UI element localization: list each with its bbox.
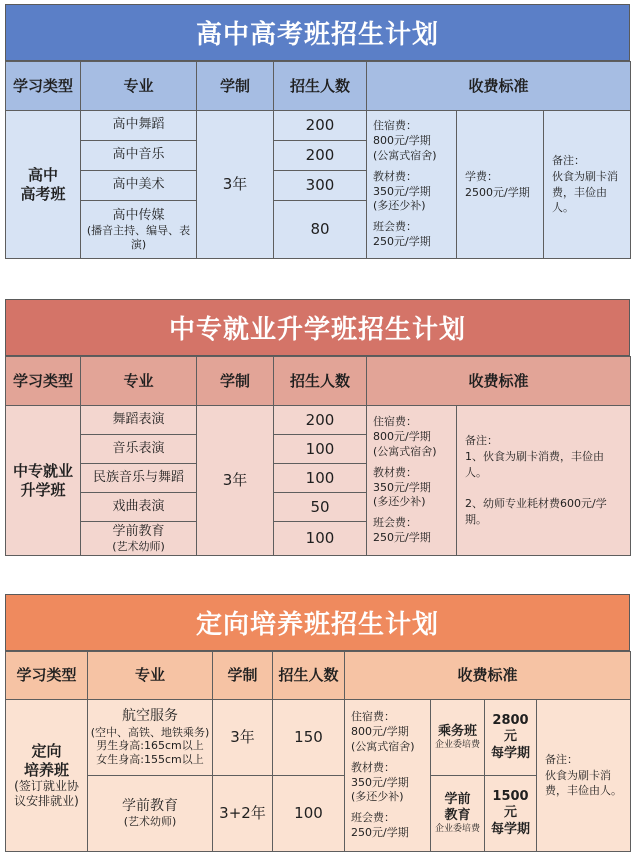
major-name: 学前教育 bbox=[122, 797, 178, 814]
enroll-count: 150 bbox=[273, 700, 345, 776]
major-cell bbox=[81, 522, 197, 556]
remark: 备注： 伙食为刷卡消费，丰俭由人。 bbox=[544, 111, 631, 259]
table-row bbox=[6, 111, 631, 141]
header-major: 专业 bbox=[81, 357, 197, 406]
plan-table bbox=[5, 61, 631, 259]
major-note: (空中、高铁、地铁乘务) 男生身高:165cm以上 女生身高:155cm以上 bbox=[90, 725, 210, 767]
header-type: 学习类型 bbox=[6, 652, 88, 700]
major-cell bbox=[88, 776, 213, 852]
header-row bbox=[6, 357, 631, 406]
major-name: 舞蹈表演 bbox=[81, 406, 197, 435]
class-name: 乘务班 bbox=[437, 723, 477, 739]
major-note: (播音主持、编导、表演) bbox=[86, 223, 191, 251]
class-fee: 班会费： 250元/学期 bbox=[373, 220, 431, 249]
header-type: 学习类型 bbox=[6, 357, 81, 406]
major-name: 民族音乐与舞蹈 bbox=[81, 464, 197, 493]
class-name: 学前 教育 bbox=[444, 791, 471, 823]
enroll-count: 200 bbox=[274, 141, 367, 171]
header-count: 招生人数 bbox=[273, 652, 345, 700]
enroll-count: 100 bbox=[274, 464, 367, 493]
class-note: 企业委培费 bbox=[434, 824, 480, 835]
lodging-fee: 住宿费： 800元/学期 (公寓式宿舍) bbox=[351, 710, 415, 753]
header-duration: 学制 bbox=[197, 62, 274, 111]
header-row bbox=[6, 652, 631, 700]
class-cell bbox=[431, 776, 485, 852]
class-cell bbox=[431, 700, 485, 776]
class-price: 1500元 每学期 bbox=[485, 776, 537, 852]
enroll-count: 50 bbox=[274, 493, 367, 522]
class-fee: 班会费： 250元/学期 bbox=[351, 811, 409, 840]
enroll-count: 300 bbox=[274, 171, 367, 201]
major-name: 高中传媒 bbox=[112, 207, 165, 223]
misc-fees bbox=[367, 406, 457, 556]
enroll-count: 200 bbox=[274, 111, 367, 141]
header-count: 招生人数 bbox=[274, 62, 367, 111]
major-name: 音乐表演 bbox=[81, 435, 197, 464]
enroll-count: 100 bbox=[274, 435, 367, 464]
plan-table bbox=[5, 356, 631, 556]
class-fee: 班会费： 250元/学期 bbox=[373, 516, 431, 545]
major-note: (艺术幼师) bbox=[123, 815, 177, 829]
duration: 3年 bbox=[213, 700, 273, 776]
major-cell bbox=[81, 201, 197, 259]
tuition: 学费： 2500元/学期 bbox=[457, 111, 544, 259]
major-name: 学前教育 bbox=[112, 523, 165, 539]
study-type: 高中 高考班 bbox=[6, 111, 81, 259]
class-price: 2800元 每学期 bbox=[485, 700, 537, 776]
header-count: 招生人数 bbox=[274, 357, 367, 406]
remark: 备注： 1、伙食为刷卡消费，丰俭由人。 2、幼师专业耗材费600元/学期。 bbox=[457, 406, 631, 556]
study-type-note: (签订就业协 议安排就业) bbox=[14, 779, 79, 809]
section-title: 中专就业升学班招生计划 bbox=[5, 299, 630, 356]
major-name: 高中舞蹈 bbox=[81, 111, 197, 141]
enroll-count: 200 bbox=[274, 406, 367, 435]
section-title: 定向培养班招生计划 bbox=[5, 594, 630, 651]
misc-fees bbox=[367, 111, 457, 259]
enroll-count: 100 bbox=[274, 522, 367, 556]
header-fees: 收费标准 bbox=[367, 357, 631, 406]
header-major: 专业 bbox=[88, 652, 213, 700]
section-directed bbox=[5, 594, 630, 852]
study-type: 中专就业 升学班 bbox=[6, 406, 81, 556]
duration: 3年 bbox=[197, 111, 274, 259]
study-type-cell bbox=[6, 700, 88, 852]
major-name: 高中音乐 bbox=[81, 141, 197, 171]
class-note: 企业委培费 bbox=[434, 740, 480, 750]
section-gaokao bbox=[5, 4, 630, 259]
remark: 备注： 伙食为刷卡消费，丰俭由人。 bbox=[537, 700, 631, 852]
header-fees: 收费标准 bbox=[345, 652, 631, 700]
major-name: 戏曲表演 bbox=[81, 493, 197, 522]
section-title: 高中高考班招生计划 bbox=[5, 4, 630, 61]
major-cell bbox=[88, 700, 213, 776]
duration: 3+2年 bbox=[213, 776, 273, 852]
header-type: 学习类型 bbox=[6, 62, 81, 111]
materials-fee: 教材费： 350元/学期 (多还少补) bbox=[351, 760, 409, 804]
enroll-count: 100 bbox=[273, 776, 345, 852]
header-fees: 收费标准 bbox=[367, 62, 631, 111]
header-duration: 学制 bbox=[197, 357, 274, 406]
table-row bbox=[6, 406, 631, 435]
materials-fee: 教材费： 350元/学期 (多还少补) bbox=[373, 169, 431, 213]
header-row bbox=[6, 62, 631, 111]
major-name: 高中美术 bbox=[81, 171, 197, 201]
materials-fee: 教材费： 350元/学期 (多还少补) bbox=[373, 465, 431, 509]
table-row bbox=[6, 700, 631, 776]
section-vocational bbox=[5, 299, 630, 556]
enroll-count: 80 bbox=[274, 201, 367, 259]
misc-fees bbox=[345, 700, 431, 852]
lodging-fee: 住宿费： 800元/学期 (公寓式宿舍) bbox=[373, 119, 437, 162]
study-type: 定向 培养班 bbox=[23, 741, 69, 779]
lodging-fee: 住宿费： 800元/学期 (公寓式宿舍) bbox=[373, 415, 437, 458]
plan-table bbox=[5, 651, 631, 852]
major-name: 航空服务 bbox=[122, 708, 178, 725]
header-duration: 学制 bbox=[213, 652, 273, 700]
header-major: 专业 bbox=[81, 62, 197, 111]
duration: 3年 bbox=[197, 406, 274, 556]
major-note: (艺术幼师) bbox=[112, 539, 165, 553]
